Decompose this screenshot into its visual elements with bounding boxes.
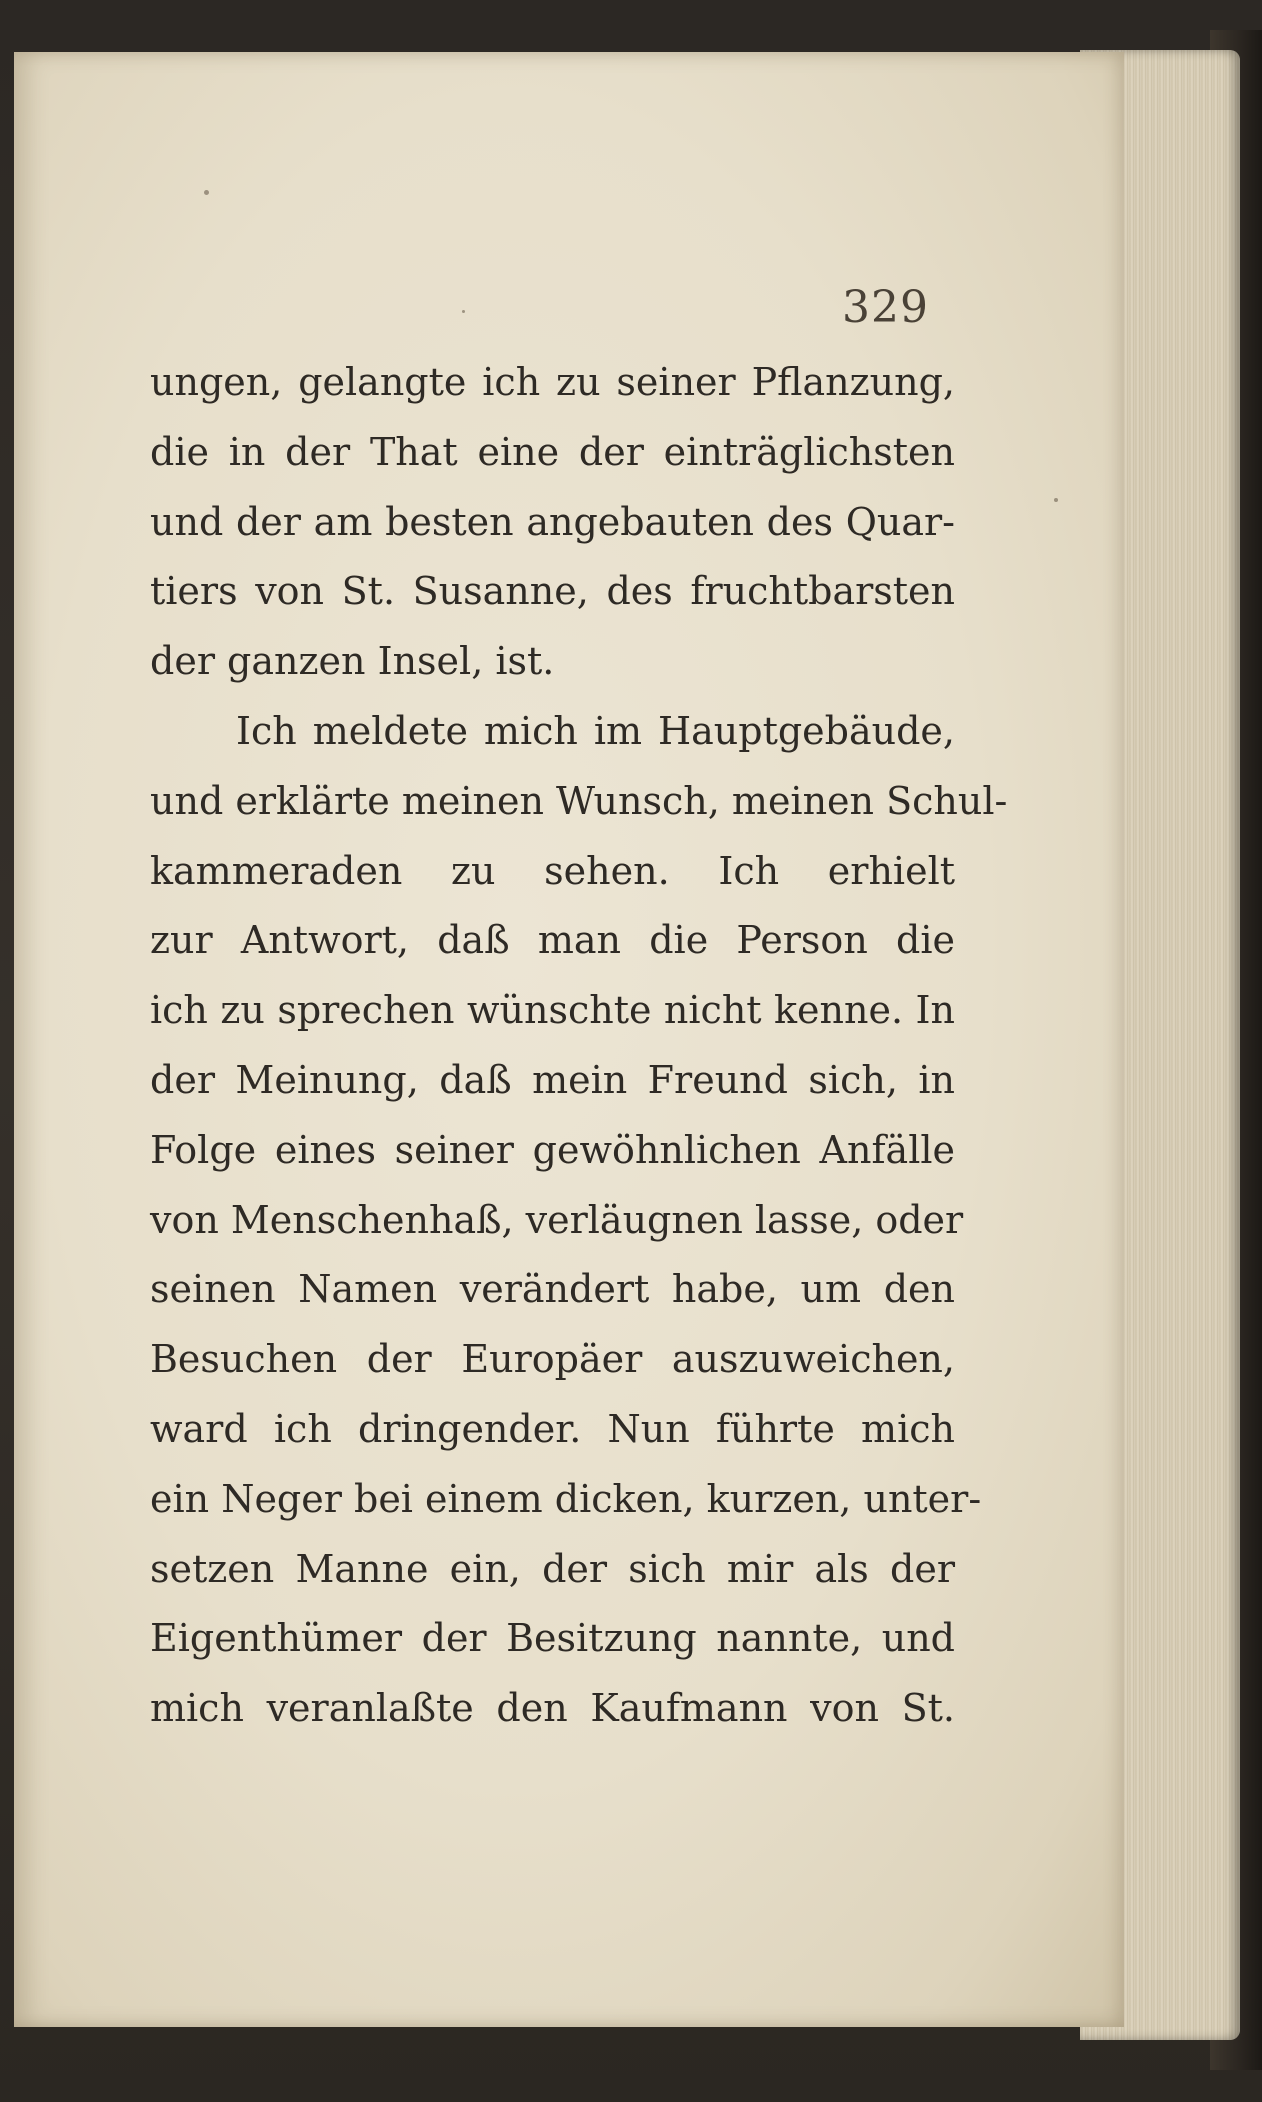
paper-speck (462, 310, 465, 313)
text-line: ungen, gelangte ich zu seiner Pflanzung, (150, 360, 955, 404)
text-line: und der am besten angebauten des Quar- (150, 499, 955, 544)
paper-speck (204, 190, 209, 195)
text-line: von Menschenhaß, verläugnen lasse, oder (150, 1197, 964, 1242)
text-line: tiers von St. Susanne, des fruchtbarsten (150, 569, 955, 614)
paper-speck (1054, 498, 1058, 502)
text-line: ward ich dringender. Nun führte mich (150, 1406, 955, 1451)
text-line: setzen Manne ein, der sich mir als der (150, 1546, 955, 1591)
text-line: Ich meldete mich im Hauptgebäude, (236, 708, 955, 753)
text-line: ein Neger bei einem dicken, kurzen, unter- (150, 1476, 982, 1521)
text-line: ich zu sprechen wünschte nicht kenne. In (150, 988, 955, 1033)
text-line: Eigenthümer der Besitzung nannte, und (150, 1616, 955, 1661)
page-number: 329 (842, 282, 929, 333)
text-line: mich veranlaßte den Kaufmann von St. (150, 1686, 955, 1731)
text-line: und erklärte meinen Wunsch, meinen Schul- (150, 778, 1008, 823)
text-line: zur Antwort, daß man die Person die (150, 918, 955, 963)
text-line: Folge eines seiner gewöhnlichen Anfälle (150, 1127, 955, 1172)
page-text (150, 348, 1008, 1744)
text-line: Besuchen der Europäer auszuweichen, (150, 1337, 955, 1382)
text-line: seinen Namen verändert habe, um den (150, 1267, 955, 1312)
text-line: der ganzen Insel, ist. (150, 639, 555, 684)
text-line: der Meinung, daß mein Freund sich, in (150, 1057, 955, 1102)
text-line: die in der That eine der einträglichsten (150, 429, 955, 474)
text-line: kammeraden zu sehen. Ich erhielt (150, 848, 955, 893)
